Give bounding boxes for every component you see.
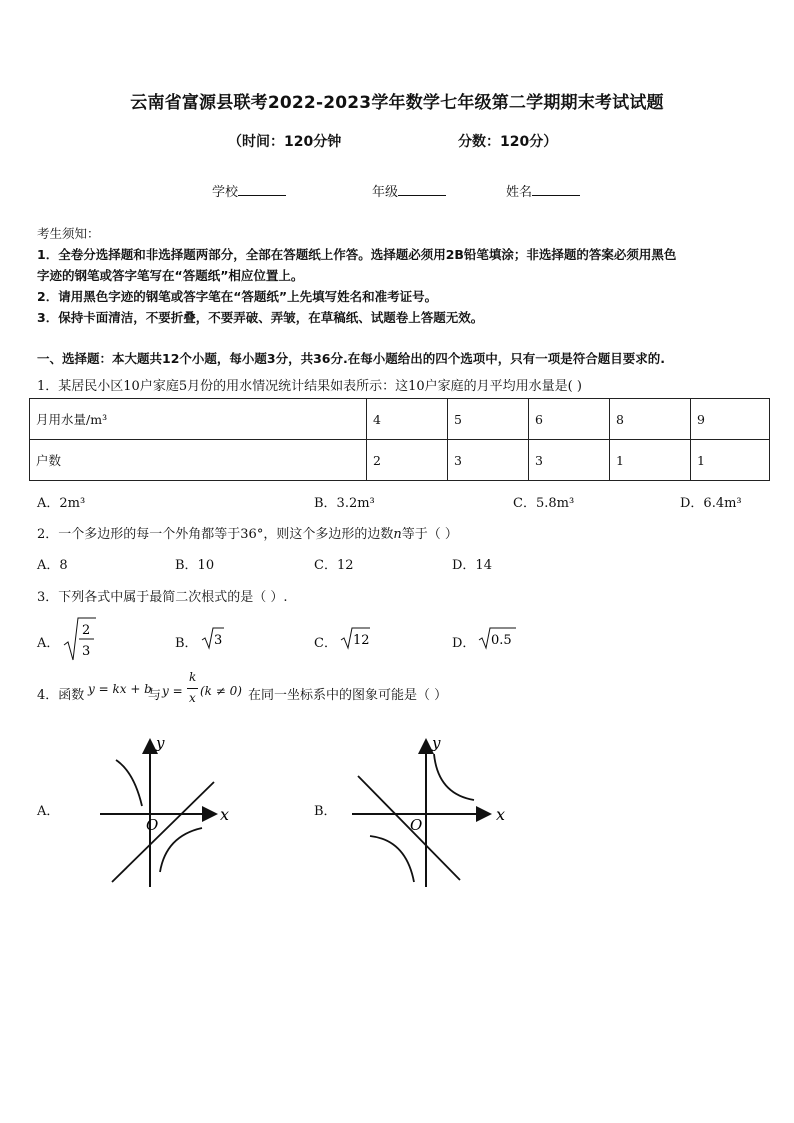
q3-option-d-label: D． xyxy=(452,636,476,651)
q4-frac-denominator: x xyxy=(189,691,196,705)
q3-option-b-label: B． xyxy=(175,636,198,651)
notice-item-3: 3．保持卡面清洁，不要折叠，不要弄破、弄皱，在草稿纸、试题卷上答题无效。 xyxy=(37,310,484,325)
grade-label: 年级 xyxy=(372,185,399,200)
q3-stem: 3．下列各式中属于最简二次根式的是（ ）. xyxy=(37,590,288,605)
hyperbola-branch-upper xyxy=(434,754,474,800)
radicand: 12 xyxy=(353,633,370,648)
q1-option-b: B．3.2m³ xyxy=(314,496,375,511)
frac-denominator: 3 xyxy=(82,644,91,659)
hyperbola-branch-upper xyxy=(116,760,142,806)
q4-condition: (k ≠ 0) xyxy=(200,684,242,698)
q4-stem-and: 与 xyxy=(148,688,162,703)
x-axis-label: x xyxy=(220,805,230,824)
radicand: 0.5 xyxy=(491,633,512,648)
q4-option-a-label: A． xyxy=(37,804,60,819)
notice-heading: 考生须知： xyxy=(37,226,100,241)
school-field xyxy=(212,181,286,200)
grade-field xyxy=(372,181,446,200)
notice-item-1: 1．全卷分选择题和非选择题两部分，全部在答题纸上作答。选择题必须用2B铅笔填涂；非选择题的答案必须用黑色 xyxy=(37,247,677,262)
name-field xyxy=(506,181,580,200)
school-blank xyxy=(238,183,286,196)
exam-score: 分数：120分） xyxy=(458,134,558,150)
water-usage-table xyxy=(29,398,770,481)
q2-variable: n xyxy=(393,527,402,542)
q3-option-b-expr xyxy=(200,625,226,651)
table-cell: 4 xyxy=(367,399,448,440)
table-cell: 9 xyxy=(691,399,770,440)
table-cell: 2 xyxy=(367,440,448,481)
radicand: 3 xyxy=(214,633,223,648)
q4-option-b-graph xyxy=(350,732,510,892)
hyperbola-branch-lower xyxy=(370,836,414,882)
table-cell: 月用水量/m³ xyxy=(30,399,367,440)
q4-frac-bar xyxy=(187,688,198,689)
q3-option-a-label: A． xyxy=(37,636,60,651)
q3-option-a-expr xyxy=(62,615,98,663)
name-blank xyxy=(532,183,580,196)
table-cell: 6 xyxy=(529,399,610,440)
origin-label: O xyxy=(146,816,159,834)
q2-option-b: B．10 xyxy=(175,558,215,573)
q3-option-c-label: C． xyxy=(314,636,337,651)
table-cell: 3 xyxy=(529,440,610,481)
q3-option-d-expr xyxy=(477,625,517,651)
q2-option-d: D．14 xyxy=(452,558,492,573)
q1-stem: 1．某居民小区10户家庭5月份的用水情况统计结果如表所示：这10户家庭的月平均用水量是( ) xyxy=(37,379,582,394)
school-label: 学校 xyxy=(212,185,239,200)
q4-option-a-graph xyxy=(98,732,238,892)
exam-title: 云南省富源县联考2022-2023学年数学七年级第二学期期末考试试题 xyxy=(130,93,664,113)
origin-label: O xyxy=(410,816,423,834)
q2-option-c: C．12 xyxy=(314,558,354,573)
y-axis-label: y xyxy=(156,734,165,752)
x-axis-label: x xyxy=(496,805,506,824)
exam-time: （时间：120分钟 xyxy=(228,134,342,150)
q4-option-b-label: B． xyxy=(314,804,337,819)
table-cell: 3 xyxy=(448,440,529,481)
table-cell: 1 xyxy=(691,440,770,481)
section-heading: 一、选择题：本大题共12个小题，每小题3分，共36分.在每小题给出的四个选项中，只有一项是符合题目要求的. xyxy=(37,351,665,366)
table-cell: 8 xyxy=(610,399,691,440)
q4-frac-numerator: k xyxy=(189,670,197,684)
q1-option-a: A．2m³ xyxy=(37,496,86,511)
table-cell: 1 xyxy=(610,440,691,481)
q2-stem-text: 2．一个多边形的每一个外角都等于36°，则这个多边形的边数 xyxy=(37,527,394,542)
q4-function-lhs: y = xyxy=(162,684,183,698)
table-cell: 5 xyxy=(448,399,529,440)
q1-option-c: C．5.8m³ xyxy=(513,496,575,511)
notice-item-1-cont: 字迹的钢笔或答字笔写在“答题纸”相应位置上。 xyxy=(37,268,304,283)
q4-stem-end: 在同一坐标系中的图象可能是（ ） xyxy=(248,688,448,703)
q4-stem-start: 4．函数 xyxy=(37,688,85,703)
q2-option-a: A．8 xyxy=(37,558,68,573)
line-graph xyxy=(112,782,214,882)
q4-function-linear: y = kx + b xyxy=(88,682,152,696)
frac-numerator: 2 xyxy=(82,623,91,638)
q3-option-c-expr xyxy=(339,625,371,651)
table-row xyxy=(30,440,770,481)
name-label: 姓名 xyxy=(506,185,533,200)
q2-stem-end: 等于（ ） xyxy=(401,527,458,542)
table-cell: 户数 xyxy=(30,440,367,481)
q2-stem xyxy=(37,523,458,542)
grade-blank xyxy=(398,183,446,196)
q1-option-d: D．6.4m³ xyxy=(680,496,742,511)
table-row xyxy=(30,399,770,440)
hyperbola-branch-lower xyxy=(160,828,202,872)
notice-item-2: 2．请用黑色字迹的钢笔或答字笔在“答题纸”上先填写姓名和准考证号。 xyxy=(37,289,438,304)
y-axis-label: y xyxy=(432,734,441,752)
